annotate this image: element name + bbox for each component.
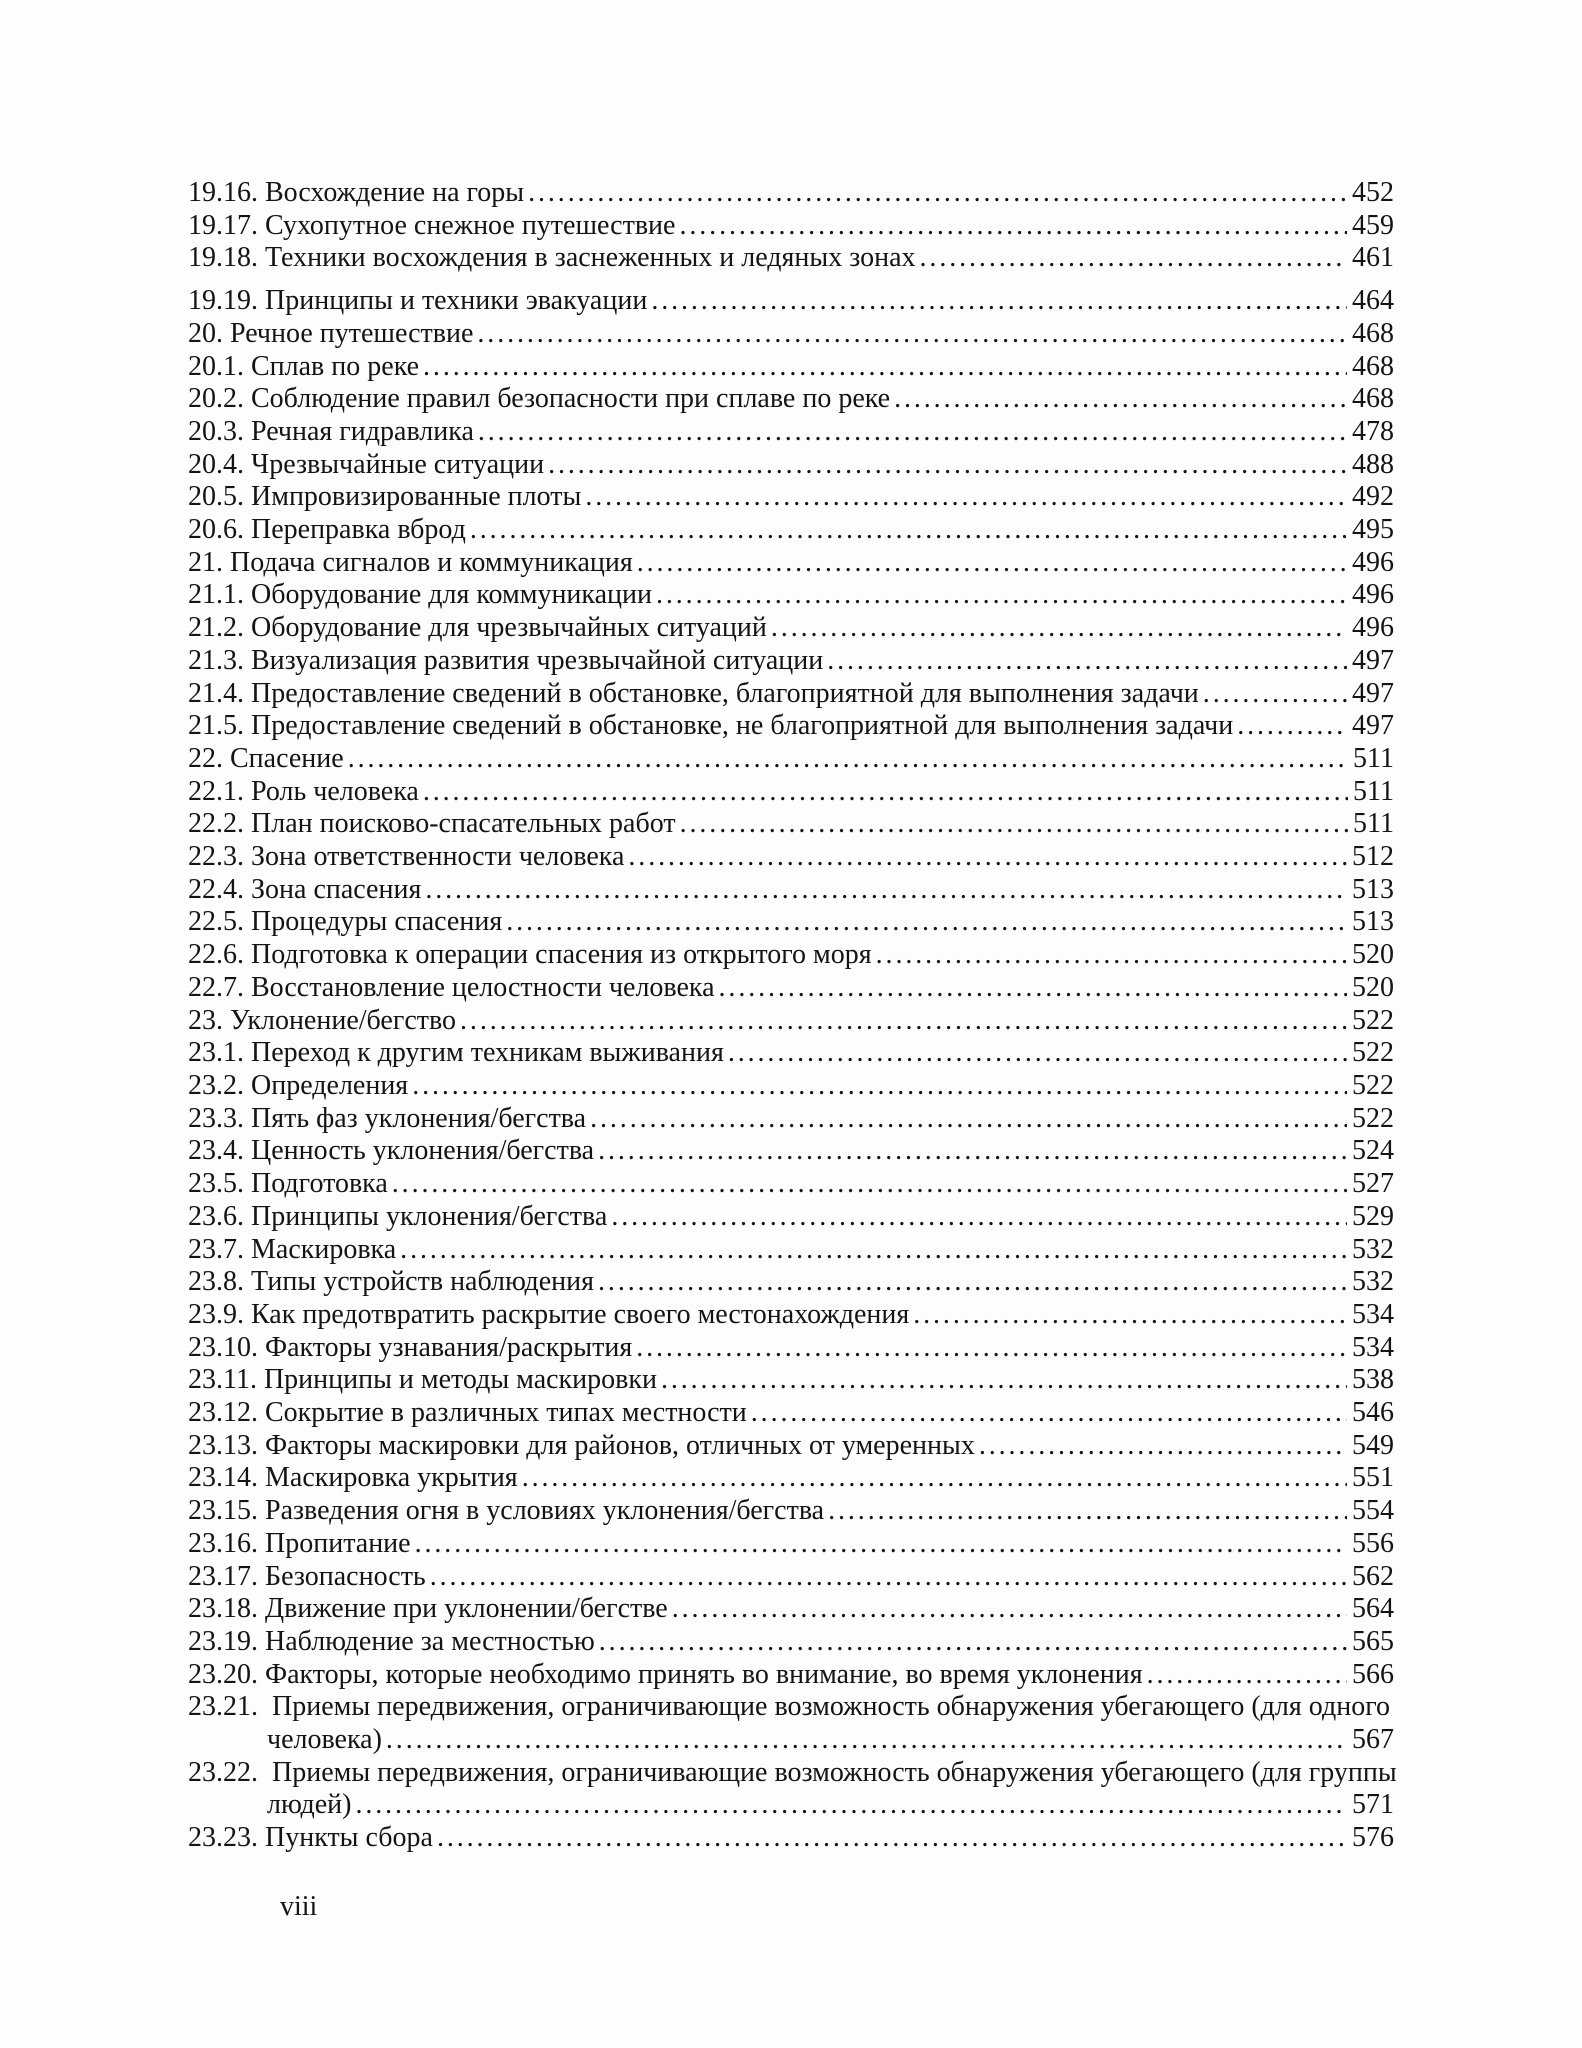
toc-entry-page: 556 xyxy=(1352,1527,1394,1559)
toc-entry-title: 22.5. Процедуры спасения xyxy=(188,906,503,938)
dot-leader xyxy=(719,972,1347,1005)
toc-entry-page: 464 xyxy=(1352,285,1394,317)
toc-entry-title: 23.19. Наблюдение за местностью xyxy=(188,1625,595,1657)
toc-entry-row xyxy=(188,1201,1394,1234)
toc-entry-page: 532 xyxy=(1352,1266,1394,1298)
dot-leader xyxy=(423,351,1347,384)
toc-entry-title: 20.1. Сплав по реке xyxy=(188,350,420,382)
toc-entry-title: 21. Подача сигналов и коммуникация xyxy=(188,546,633,578)
toc-entry-title: 23.1. Переход к другим техникам выживания xyxy=(188,1037,724,1069)
toc-entry-page: 566 xyxy=(1352,1658,1394,1690)
table-of-contents xyxy=(188,177,1397,1855)
toc-entry-page: 571 xyxy=(1352,1789,1394,1821)
toc-entry-page: 520 xyxy=(1352,971,1394,1003)
toc-entry-title: 20.3. Речная гидравлика xyxy=(188,415,474,447)
dot-leader xyxy=(672,1593,1347,1626)
toc-entry-row xyxy=(188,285,1394,318)
toc-entry-page: 511 xyxy=(1353,742,1394,774)
toc-entry-page: 468 xyxy=(1352,317,1394,349)
dot-leader xyxy=(680,808,1348,841)
toc-entry-page: 522 xyxy=(1352,1102,1394,1134)
toc-entry-title: 20.5. Импровизированные плоты xyxy=(188,481,582,513)
toc-entry-row xyxy=(188,1495,1394,1528)
toc-entry-page: 551 xyxy=(1352,1462,1394,1494)
toc-entry-page: 522 xyxy=(1352,1037,1394,1069)
dot-leader xyxy=(920,242,1347,275)
dot-leader xyxy=(415,1528,1347,1561)
toc-entry-row xyxy=(188,416,1394,449)
dot-leader xyxy=(528,177,1347,210)
toc-entry-page: 534 xyxy=(1352,1331,1394,1363)
dot-leader xyxy=(522,1462,1347,1495)
toc-entry-row xyxy=(188,645,1394,678)
toc-entry-title: 22.3. Зона ответственности человека xyxy=(188,841,625,873)
toc-entry-row xyxy=(188,547,1394,580)
dot-leader xyxy=(386,1724,1347,1757)
toc-entry-title: 22.6. Подготовка к операции спасения из открытого моря xyxy=(188,939,872,971)
toc-entry-row xyxy=(188,1626,1394,1659)
toc-entry-row xyxy=(188,1234,1394,1267)
dot-leader xyxy=(894,383,1347,416)
dot-leader xyxy=(828,1495,1347,1528)
toc-entry-row xyxy=(188,481,1394,514)
toc-entry-title: 19.16. Восхождение на горы xyxy=(188,177,525,208)
toc-entry-title: 23.7. Маскировка xyxy=(188,1233,397,1265)
dot-leader xyxy=(590,1103,1347,1136)
toc-entry-row xyxy=(188,1135,1394,1168)
dot-leader xyxy=(1147,1659,1347,1692)
dot-leader xyxy=(636,1332,1347,1365)
dot-leader xyxy=(679,210,1347,243)
dot-leader xyxy=(598,1266,1347,1299)
toc-entry-row xyxy=(188,242,1394,275)
toc-entry-title: 19.17. Сухопутное снежное путешествие xyxy=(188,209,676,241)
toc-entry-title: 21.1. Оборудование для коммуникации xyxy=(188,579,652,611)
toc-entry-title: 23.9. Как предотвратить раскрытие своего местонахождения xyxy=(188,1298,910,1330)
toc-entry-title: 23.22. Приемы передвижения, ограничивающие возможность обнаружения убегающего (для группы xyxy=(188,1756,1397,1788)
toc-entry-row xyxy=(188,177,1394,210)
dot-leader xyxy=(412,1070,1347,1103)
toc-entry-title: 23. Уклонение/бегство xyxy=(188,1004,457,1036)
toc-entry-row xyxy=(188,1168,1394,1201)
toc-entry-row xyxy=(188,1593,1394,1626)
dot-leader xyxy=(979,1430,1347,1463)
toc-entry-title: 19.19. Принципы и техники эвакуации xyxy=(188,285,648,317)
toc-entry-page: 461 xyxy=(1352,242,1394,274)
toc-entry-title: 23.12. Сокрытие в различных типах местности xyxy=(188,1397,747,1429)
toc-entry-row xyxy=(188,1561,1394,1594)
toc-entry-title: 23.5. Подготовка xyxy=(188,1168,388,1200)
toc-entry-row xyxy=(188,318,1394,351)
toc-entry-row xyxy=(188,972,1394,1005)
dot-leader xyxy=(1203,678,1347,711)
toc-entry-row xyxy=(188,1659,1394,1692)
toc-entry-row xyxy=(188,1822,1394,1855)
toc-entry-row xyxy=(188,1724,1394,1757)
toc-entry-page: 564 xyxy=(1352,1593,1394,1625)
toc-entry-page: 488 xyxy=(1352,448,1394,480)
dot-leader xyxy=(585,481,1347,514)
dot-leader xyxy=(477,318,1347,351)
toc-entry-page: 562 xyxy=(1352,1560,1394,1592)
dot-leader xyxy=(651,285,1347,318)
toc-entry-row xyxy=(188,1070,1394,1103)
toc-entry-page: 497 xyxy=(1352,677,1394,709)
dot-leader xyxy=(637,547,1347,580)
page-number-footer: viii xyxy=(280,1891,318,1922)
toc-entry-title: 23.16. Пропитание xyxy=(188,1527,411,1559)
toc-entry-page: 576 xyxy=(1352,1822,1394,1854)
toc-entry-row xyxy=(188,1266,1394,1299)
toc-entry-row xyxy=(188,678,1394,711)
toc-entry-title: 23.6. Принципы уклонения/бегства xyxy=(188,1200,608,1232)
toc-entry-title: 23.2. Определения xyxy=(188,1069,409,1101)
toc-entry-row xyxy=(188,1005,1394,1038)
dot-leader xyxy=(656,579,1347,612)
toc-entry-row xyxy=(188,1037,1394,1070)
dot-leader xyxy=(348,743,1348,776)
toc-entry-page: 522 xyxy=(1352,1069,1394,1101)
toc-entry-title: 23.23. Пункты сбора xyxy=(188,1822,433,1854)
toc-entry-row xyxy=(188,383,1394,416)
toc-entry-title: 22.2. План поисково-спасательных работ xyxy=(188,808,676,840)
toc-entry-page: 511 xyxy=(1353,775,1394,807)
dot-leader xyxy=(470,514,1347,547)
dot-leader xyxy=(460,1005,1347,1038)
dot-leader xyxy=(611,1201,1347,1234)
toc-entry-row xyxy=(188,514,1394,547)
dot-leader xyxy=(392,1168,1347,1201)
dot-leader xyxy=(876,939,1347,972)
toc-entry-page: 520 xyxy=(1352,939,1394,971)
dot-leader xyxy=(771,612,1347,645)
toc-entry-page: 522 xyxy=(1352,1004,1394,1036)
dot-leader xyxy=(355,1789,1347,1822)
toc-entry-row xyxy=(188,351,1394,384)
toc-entry-title: 22. Спасение xyxy=(188,742,344,774)
toc-entry-row xyxy=(188,449,1394,482)
toc-entry-row xyxy=(188,743,1394,776)
dot-leader xyxy=(437,1822,1347,1855)
toc-entry-row xyxy=(188,1103,1394,1136)
toc-entry-row xyxy=(188,1691,1394,1724)
toc-entry-title: 21.4. Предоставление сведений в обстановке, благоприятной для выполнения задачи xyxy=(188,677,1199,709)
toc-entry-page: 524 xyxy=(1352,1135,1394,1167)
toc-entry-title: 23.10. Факторы узнавания/раскрытия xyxy=(188,1331,633,1363)
dot-leader xyxy=(728,1037,1347,1070)
toc-entry-page: 496 xyxy=(1352,579,1394,611)
toc-entry-row xyxy=(188,1430,1394,1463)
toc-entry-page: 549 xyxy=(1352,1429,1394,1461)
toc-entry-page: 529 xyxy=(1352,1200,1394,1232)
toc-entry-title: 23.20. Факторы, которые необходимо принять во внимание, во время уклонения xyxy=(188,1658,1143,1690)
toc-entry-row xyxy=(188,906,1394,939)
toc-entry-title: людей) xyxy=(267,1789,352,1821)
dot-leader xyxy=(661,1364,1347,1397)
dot-leader xyxy=(628,841,1347,874)
dot-leader xyxy=(598,1135,1347,1168)
toc-entry-row xyxy=(188,1789,1394,1822)
toc-entry-row xyxy=(188,1299,1394,1332)
toc-entry-page: 546 xyxy=(1352,1397,1394,1429)
toc-entry-title: 23.13. Факторы маскировки для районов, отличных от умеренных xyxy=(188,1429,975,1461)
toc-entry-page: 495 xyxy=(1352,514,1394,546)
toc-entry-row xyxy=(188,579,1394,612)
dot-leader xyxy=(478,416,1347,449)
toc-entry-title: 23.3. Пять фаз уклонения/бегства xyxy=(188,1102,587,1134)
toc-entry-title: 19.18. Техники восхождения в заснеженных и ледяных зонах xyxy=(188,242,916,274)
toc-entry-row xyxy=(188,1397,1394,1430)
toc-entry-title: 23.8. Типы устройств наблюдения xyxy=(188,1266,595,1298)
toc-entry-row xyxy=(188,612,1394,645)
dot-leader xyxy=(827,645,1347,678)
toc-entry-page: 565 xyxy=(1352,1625,1394,1657)
toc-entry-title: 22.1. Роль человека xyxy=(188,775,419,807)
toc-entry-page: 497 xyxy=(1352,644,1394,676)
toc-entry-row xyxy=(188,1528,1394,1561)
toc-entry-page: 459 xyxy=(1352,209,1394,241)
toc-entry-row xyxy=(188,710,1394,743)
toc-entry-row xyxy=(188,841,1394,874)
toc-entry-title: 22.4. Зона спасения xyxy=(188,873,422,905)
toc-entry-title: человека) xyxy=(267,1724,382,1756)
toc-entry-page: 496 xyxy=(1352,612,1394,644)
toc-entry-page: 468 xyxy=(1352,350,1394,382)
toc-entry-title: 21.5. Предоставление сведений в обстановке, не благоприятной для выполнения задачи xyxy=(188,710,1234,742)
toc-entry-page: 538 xyxy=(1352,1364,1394,1396)
toc-entry-title: 22.7. Восстановление целостности человека xyxy=(188,971,715,1003)
dot-leader xyxy=(506,906,1347,939)
toc-entry-row xyxy=(188,1462,1394,1495)
toc-entry-row xyxy=(188,939,1394,972)
dot-leader xyxy=(1237,710,1347,743)
toc-entry-title: 21.2. Оборудование для чрезвычайных ситуаций xyxy=(188,612,767,644)
dot-leader xyxy=(430,1561,1347,1594)
toc-entry-title: 20. Речное путешествие xyxy=(188,317,474,349)
dot-leader xyxy=(425,874,1347,907)
toc-entry-row xyxy=(188,1332,1394,1365)
toc-entry-page: 497 xyxy=(1352,710,1394,742)
toc-entry-title: 23.4. Ценность уклонения/бегства xyxy=(188,1135,595,1167)
toc-entry-title: 20.6. Переправка вброд xyxy=(188,514,466,546)
toc-entry-title: 23.14. Маскировка укрытия xyxy=(188,1462,518,1494)
toc-entry-page: 512 xyxy=(1352,841,1394,873)
toc-entry-page: 532 xyxy=(1352,1233,1394,1265)
toc-entry-page: 492 xyxy=(1352,481,1394,513)
toc-entry-title: 23.21. Приемы передвижения, ограничивающие возможность обнаружения убегающего (для одного xyxy=(188,1691,1390,1723)
toc-entry-title: 20.2. Соблюдение правил безопасности при сплаве по реке xyxy=(188,383,891,415)
toc-entry-title: 23.15. Разведения огня в условиях уклонения/бегства xyxy=(188,1495,825,1527)
dot-leader xyxy=(599,1626,1347,1659)
toc-entry-page: 496 xyxy=(1352,546,1394,578)
toc-entry-row xyxy=(188,808,1394,841)
toc-entry-page: 452 xyxy=(1352,177,1394,208)
toc-entry-page: 478 xyxy=(1352,415,1394,447)
toc-entry-page: 513 xyxy=(1352,873,1394,905)
toc-entry-row xyxy=(188,1756,1397,1790)
toc-entry-row xyxy=(188,210,1394,243)
toc-entry-title: 23.18. Движение при уклонении/бегстве xyxy=(188,1593,668,1625)
toc-entry-row xyxy=(188,1364,1394,1397)
toc-entry-title: 23.17. Безопасность xyxy=(188,1560,426,1592)
toc-entry-page: 527 xyxy=(1352,1168,1394,1200)
dot-leader xyxy=(548,449,1347,482)
toc-entry-title: 20.4. Чрезвычайные ситуации xyxy=(188,448,545,480)
toc-entry-page: 567 xyxy=(1352,1724,1394,1756)
dot-leader xyxy=(913,1299,1347,1332)
dot-leader xyxy=(423,776,1348,809)
toc-entry-row xyxy=(188,874,1394,907)
toc-entry-title: 23.11. Принципы и методы маскировки xyxy=(188,1364,657,1396)
toc-entry-row xyxy=(188,776,1394,809)
toc-entry-page: 511 xyxy=(1353,808,1394,840)
toc-entry-page: 534 xyxy=(1352,1298,1394,1330)
dot-leader xyxy=(400,1234,1347,1267)
toc-entry-page: 468 xyxy=(1352,383,1394,415)
toc-entry-page: 554 xyxy=(1352,1495,1394,1527)
toc-entry-page: 513 xyxy=(1352,906,1394,938)
toc-entry-title: 21.3. Визуализация развития чрезвычайной ситуации xyxy=(188,644,824,676)
dot-leader xyxy=(751,1397,1347,1430)
